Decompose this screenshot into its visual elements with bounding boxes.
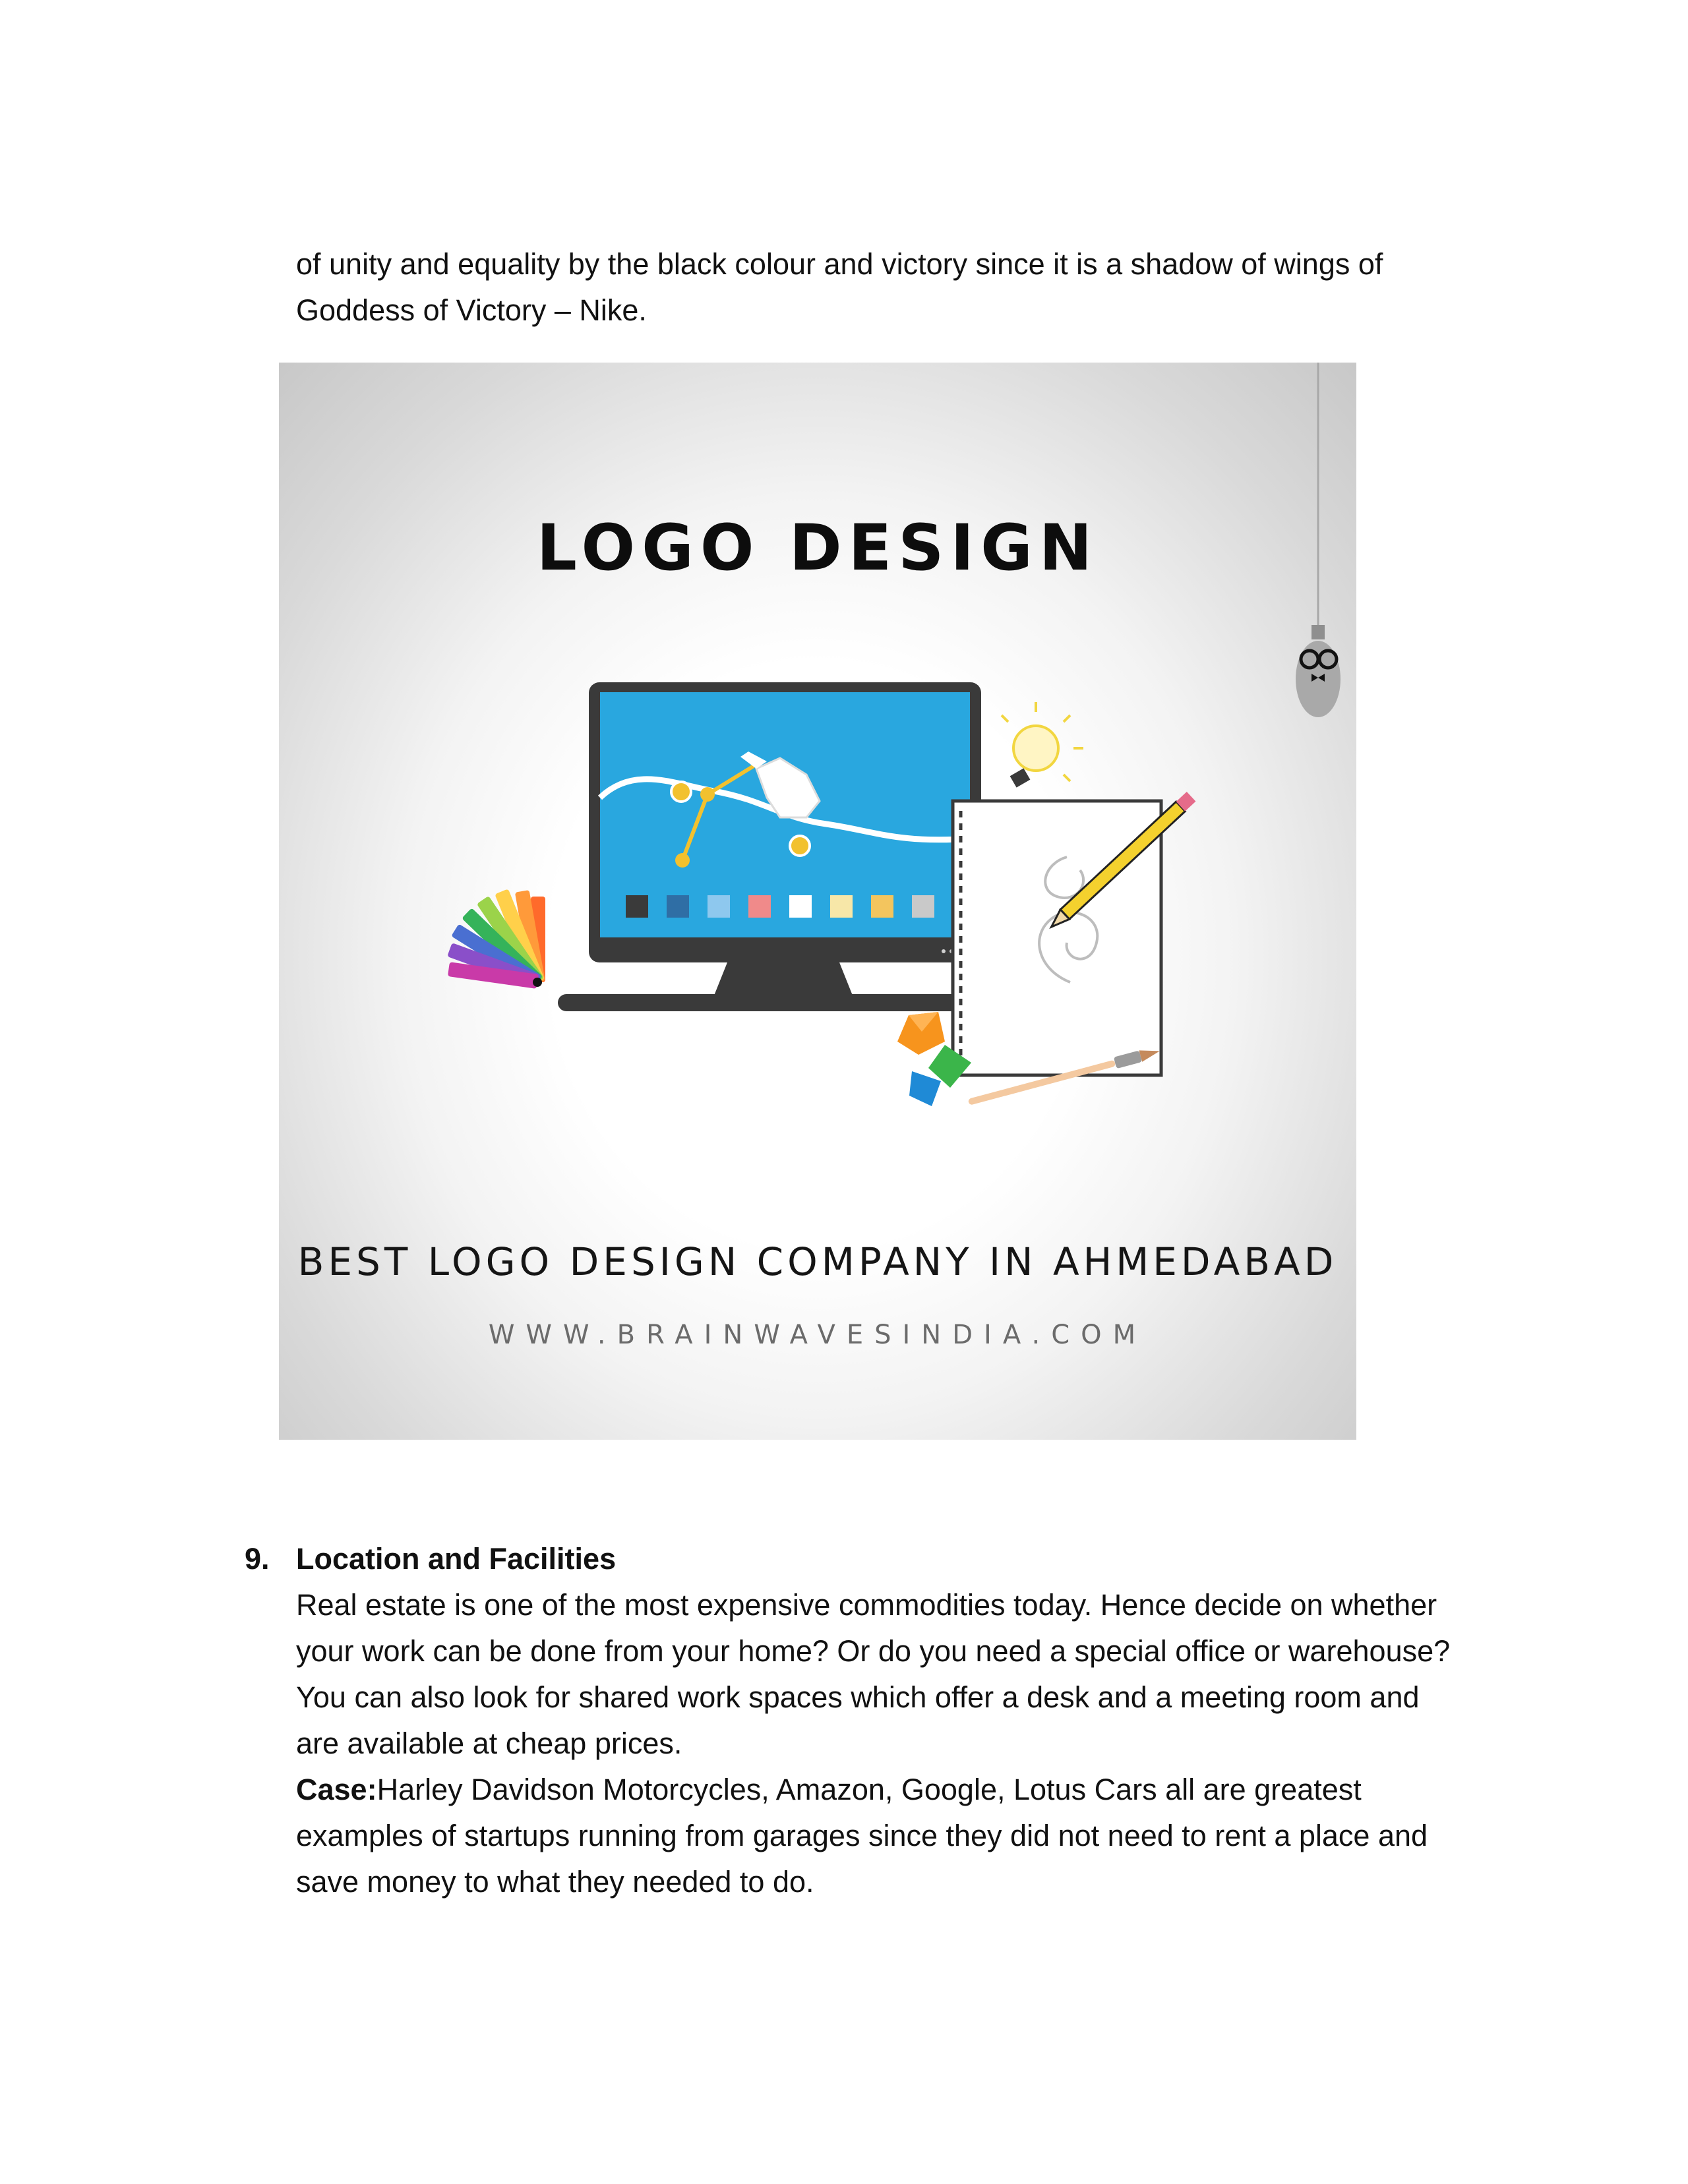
logo-design-banner [279,363,1356,1440]
banner-url: WWW.BRAINWAVESINDIA.COM [488,1320,1147,1350]
body-line-4: are available at cheap prices. [296,1727,682,1760]
body-line-1: Real estate is one of the most expensive commodities today. Hence decide on whether [296,1588,1437,1622]
intro-line-1: of unity and equality by the black colour and victory since it is a shadow of wings of [296,247,1383,281]
section-body-paragraph [296,1582,1482,1905]
banner-title: LOGO DESIGN [536,511,1099,585]
section-heading [245,1536,616,1582]
case-line-2: examples of startups running from garages since they did not need to rent a place and [296,1819,1428,1852]
color-fan-icon [447,889,545,989]
section-number: 9. [245,1542,270,1576]
section-title: Location and Facilities [296,1542,617,1576]
case-line-1-row [296,1767,1482,1813]
case-line-1: Harley Davidson Motorcycles, Amazon, Google, Lotus Cars all are greatest [377,1773,1362,1806]
case-line-3: save money to what they needed to do. [296,1865,814,1899]
monitor-icon [558,682,993,1011]
sketchbook-icon [953,801,1161,1075]
banner-tagline: BEST LOGO DESIGN COMPANY IN AHMEDABAD [297,1239,1338,1284]
intro-paragraph [296,241,1482,334]
light-bulb-icon [1002,702,1083,788]
body-line-2: your work can be done from your home? Or do you need a special office or warehouse? [296,1634,1451,1668]
body-line-3: You can also look for shared work spaces which offer a desk and a meeting room and [296,1680,1420,1714]
case-label: Case: [296,1773,377,1806]
intro-line-2: Goddess of Victory – Nike. [296,293,647,327]
